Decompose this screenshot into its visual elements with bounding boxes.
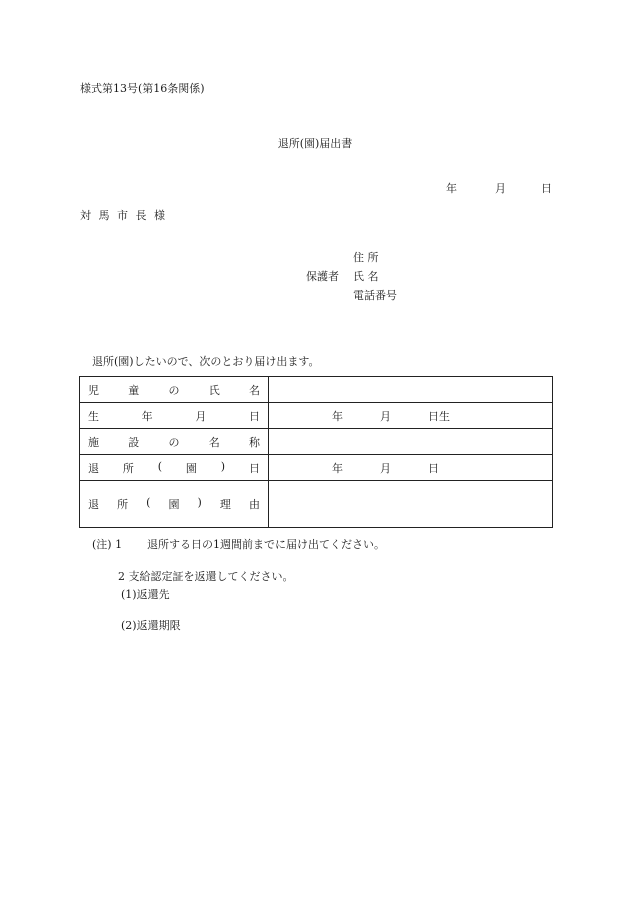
note-item-2: 2 支給認定証を返還してください。 <box>118 570 294 583</box>
label-char: ) <box>197 496 202 509</box>
label-char: 日 <box>248 409 260 423</box>
label-char: 設 <box>128 435 140 449</box>
label-birth-date <box>80 403 269 429</box>
note-return-destination: (1)返還先 <box>121 588 170 601</box>
label-child-name <box>80 377 269 403</box>
label-char: 月 <box>195 409 207 423</box>
label-char: 理 <box>219 498 231 511</box>
note-item-1: 退所する日の1週間前までに届け出てください。 <box>147 538 385 551</box>
addressee: 対 馬 市 長 様 <box>80 209 165 222</box>
address-label: 住 所 <box>353 251 379 264</box>
leave-month-label: 月 <box>380 461 391 475</box>
leave-reason-field[interactable] <box>269 481 553 528</box>
row-facility-name <box>80 429 553 455</box>
guardian-label: 保護者 <box>306 270 339 283</box>
label-leave-reason <box>80 481 269 528</box>
label-char: 由 <box>248 498 260 511</box>
intro-text: 退所(園)したいので、次のとおり届け出ます。 <box>92 355 320 368</box>
date-month-label: 月 <box>495 182 506 195</box>
child-name-field[interactable] <box>269 377 553 403</box>
label-char: 所 <box>122 461 134 475</box>
row-child-name <box>80 377 553 403</box>
birth-date-field[interactable] <box>269 403 553 429</box>
facility-name-field[interactable] <box>269 429 553 455</box>
label-char: 年 <box>141 409 153 423</box>
leave-day-label: 日 <box>428 461 439 475</box>
label-char: 退 <box>88 461 99 475</box>
birth-month-label: 月 <box>380 409 391 423</box>
label-char: 日 <box>248 461 260 475</box>
label-char: 退 <box>88 498 99 511</box>
label-char: 名 <box>249 383 260 397</box>
label-char: ) <box>220 459 226 473</box>
label-char: 称 <box>249 435 260 449</box>
label-facility-name <box>80 429 269 455</box>
phone-label: 電話番号 <box>353 289 397 302</box>
date-day-label: 日 <box>541 182 552 195</box>
label-char: 生 <box>88 409 99 423</box>
form-number: 様式第13号(第16条関係) <box>80 82 205 95</box>
label-char: 所 <box>117 498 129 511</box>
name-label: 氏 名 <box>353 270 379 283</box>
label-char: 名 <box>208 435 220 449</box>
note-return-deadline: (2)返還期限 <box>121 619 181 632</box>
row-birth-date <box>80 403 553 429</box>
row-leave-date <box>80 455 553 481</box>
label-char: 園 <box>185 461 197 475</box>
label-char: ( <box>157 459 163 473</box>
label-char: の <box>168 435 180 449</box>
label-char: 児 <box>88 383 99 397</box>
label-leave-date <box>80 455 269 481</box>
leave-year-label: 年 <box>332 461 343 475</box>
row-leave-reason <box>80 481 553 528</box>
label-char: 氏 <box>208 383 220 397</box>
document-title: 退所(園)届出書 <box>277 137 353 150</box>
label-char: 施 <box>88 435 99 449</box>
label-char: の <box>168 383 180 397</box>
note-heading: (注) 1 <box>92 538 123 551</box>
label-char: 園 <box>168 498 180 511</box>
birth-year-label: 年 <box>332 409 343 423</box>
birth-day-label: 日生 <box>428 409 450 423</box>
date-year-label: 年 <box>446 182 457 195</box>
label-char: 童 <box>128 383 140 397</box>
form-table <box>79 376 553 528</box>
leave-date-field[interactable] <box>269 455 553 481</box>
label-char: ( <box>146 496 151 509</box>
